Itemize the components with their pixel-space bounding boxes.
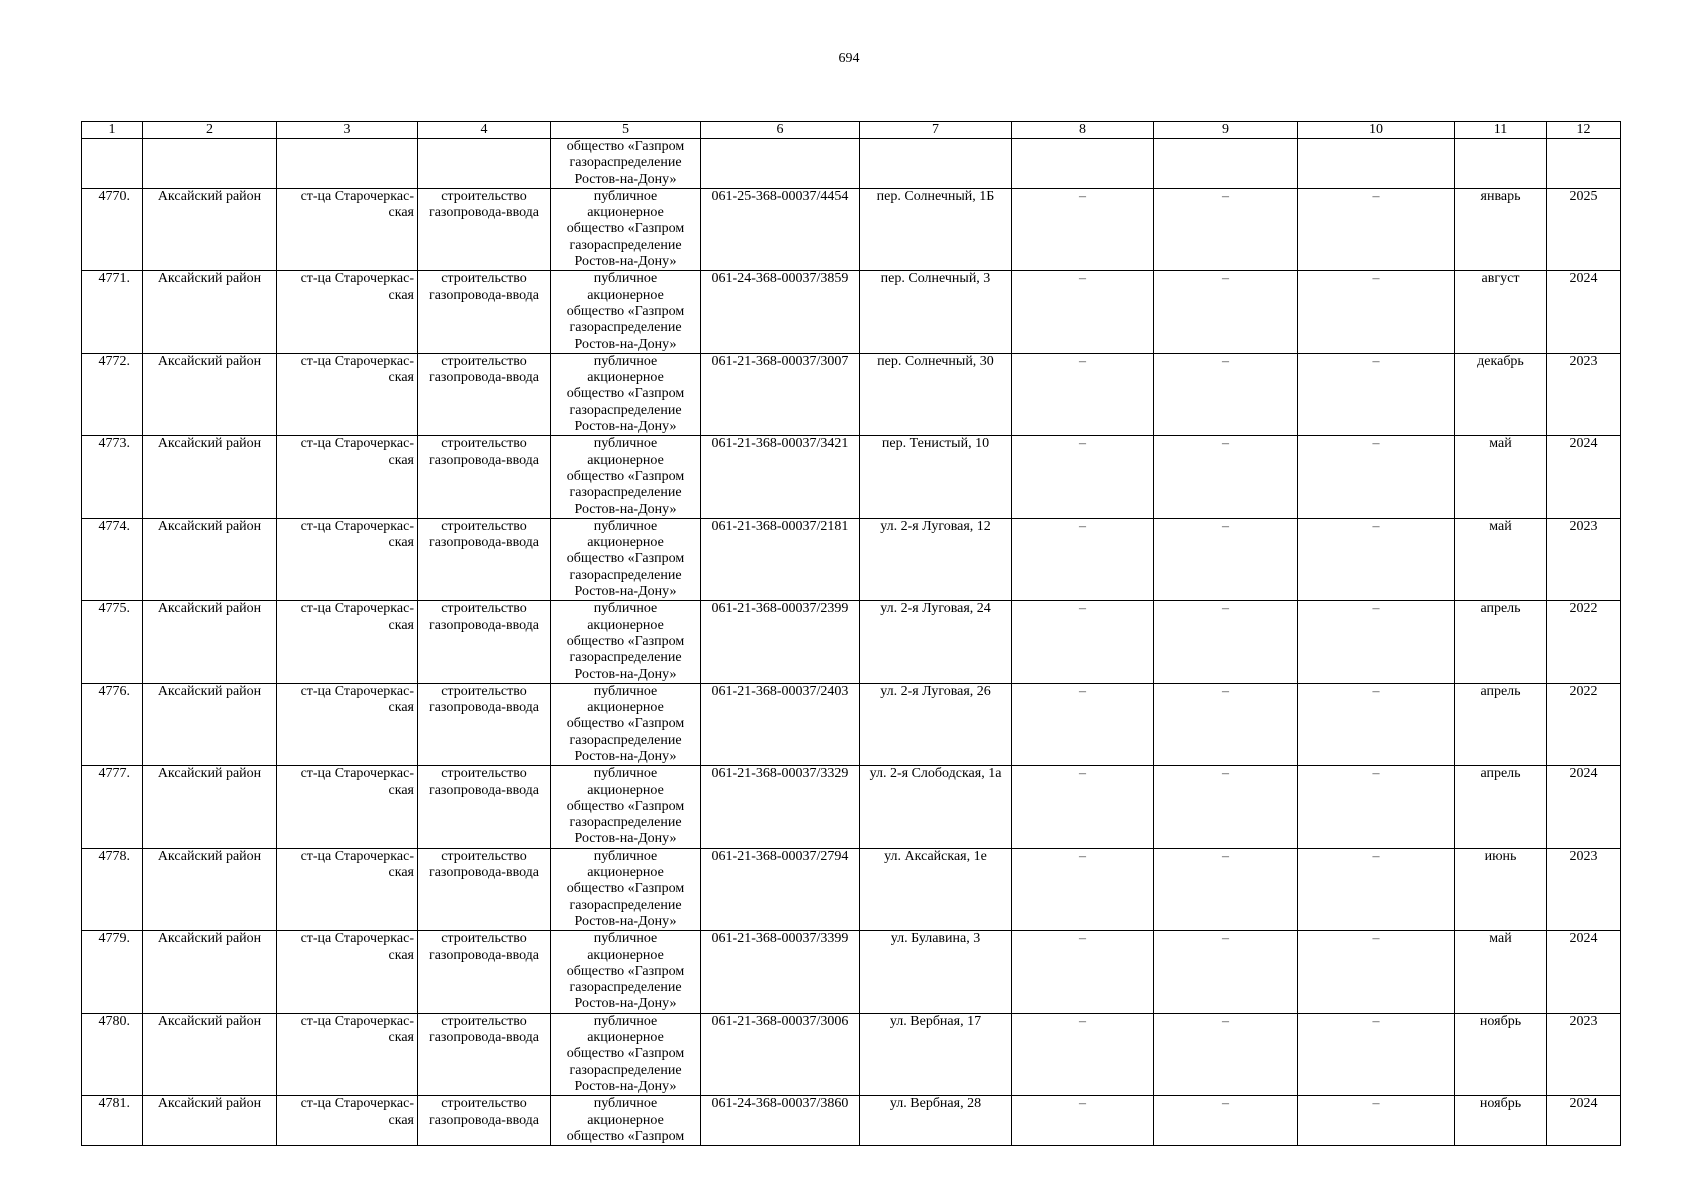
settlement-cell <box>277 683 418 765</box>
row-number: 4770. <box>82 188 143 270</box>
cell <box>82 139 143 189</box>
row-number: 4773. <box>82 436 143 518</box>
address-cell: ул. 2-я Слободская, 1а <box>860 766 1012 848</box>
work-type-line: газопровода-ввода <box>428 865 540 881</box>
owner-cell <box>551 931 701 1013</box>
owner-line: газораспределение <box>569 485 682 501</box>
owner-line: акционерное <box>587 782 664 798</box>
owner-line: акционерное <box>587 452 664 468</box>
district-cell: Аксайский район <box>143 271 277 353</box>
owner-line: газораспределение <box>569 155 682 171</box>
col10-cell: – <box>1298 1013 1455 1095</box>
col8-cell: – <box>1012 271 1154 353</box>
owner-cell <box>551 683 701 765</box>
work-type-line: строительство <box>441 766 527 782</box>
settlement-line: ст-ца Старочеркас- <box>300 766 414 782</box>
col10-cell: – <box>1298 353 1455 435</box>
district-cell: Аксайский район <box>143 601 277 683</box>
owner-cell <box>551 271 701 353</box>
owner-line: Ростов-на-Дону» <box>574 336 677 352</box>
col9-cell: – <box>1154 931 1298 1013</box>
settlement-line: ская <box>388 535 414 551</box>
table-row <box>82 601 1621 683</box>
address-cell: ул. Аксайская, 1е <box>860 848 1012 930</box>
work-type-line: строительство <box>441 683 527 699</box>
district-cell: Аксайский район <box>143 766 277 848</box>
owner-line: акционерное <box>587 865 664 881</box>
col10-cell: – <box>1298 188 1455 270</box>
owner-cell <box>551 1013 701 1095</box>
month-cell: ноябрь <box>1455 1013 1547 1095</box>
work-type-cell <box>418 188 551 270</box>
settlement-line: ская <box>388 370 414 386</box>
settlement-line: ская <box>388 205 414 221</box>
permit-code-cell: 061-21-368-00037/2403 <box>701 683 860 765</box>
year-cell: 2023 <box>1547 518 1621 600</box>
owner-cell <box>551 139 701 189</box>
col9-cell: – <box>1154 518 1298 600</box>
owner-cell <box>551 848 701 930</box>
work-type-line: газопровода-ввода <box>428 452 540 468</box>
owner-line: акционерное <box>587 617 664 633</box>
work-type-line: строительство <box>441 353 527 369</box>
work-type-line: строительство <box>441 436 527 452</box>
work-type-line: строительство <box>441 271 527 287</box>
settlement-cell <box>277 518 418 600</box>
col10-cell: – <box>1298 1096 1455 1146</box>
settlement-line: ская <box>388 865 414 881</box>
owner-line: общество «Газпром <box>566 716 685 732</box>
work-type-line: строительство <box>441 848 527 864</box>
col10-cell: – <box>1298 931 1455 1013</box>
col10-cell: – <box>1298 271 1455 353</box>
owner-line: общество «Газпром <box>566 468 685 484</box>
col10-cell: – <box>1298 683 1455 765</box>
month-cell: май <box>1455 518 1547 600</box>
work-type-cell <box>418 1096 551 1146</box>
cell <box>277 139 418 189</box>
row-number: 4780. <box>82 1013 143 1095</box>
col-header: 8 <box>1012 122 1154 139</box>
work-type-cell <box>418 848 551 930</box>
district-cell: Аксайский район <box>143 931 277 1013</box>
owner-line: акционерное <box>587 947 664 963</box>
table-row <box>82 766 1621 848</box>
address-cell: ул. Вербная, 28 <box>860 1096 1012 1146</box>
work-type-cell <box>418 353 551 435</box>
col8-cell: – <box>1012 518 1154 600</box>
col9-cell: – <box>1154 601 1298 683</box>
table-row <box>82 1096 1621 1146</box>
table-row <box>82 931 1621 1013</box>
cell <box>143 139 277 189</box>
address-cell: ул. Вербная, 17 <box>860 1013 1012 1095</box>
owner-line: акционерное <box>587 370 664 386</box>
address-cell: ул. 2-я Луговая, 26 <box>860 683 1012 765</box>
owner-line: общество «Газпром <box>566 221 685 237</box>
col-header: 12 <box>1547 122 1621 139</box>
owner-line: акционерное <box>587 287 664 303</box>
settlement-line: ст-ца Старочеркас- <box>300 1013 414 1029</box>
col9-cell: – <box>1154 1013 1298 1095</box>
cell <box>1547 139 1621 189</box>
settlement-line: ст-ца Старочеркас- <box>300 1096 414 1112</box>
owner-line: газораспределение <box>569 732 682 748</box>
permit-code-cell: 061-21-368-00037/3329 <box>701 766 860 848</box>
row-number: 4776. <box>82 683 143 765</box>
col9-cell: – <box>1154 1096 1298 1146</box>
month-cell: май <box>1455 931 1547 1013</box>
owner-cell <box>551 1096 701 1146</box>
owner-line: газораспределение <box>569 980 682 996</box>
owner-line: газораспределение <box>569 567 682 583</box>
owner-line: акционерное <box>587 205 664 221</box>
row-number: 4775. <box>82 601 143 683</box>
settlement-line: ст-ца Старочеркас- <box>300 683 414 699</box>
owner-cell <box>551 188 701 270</box>
work-type-cell <box>418 766 551 848</box>
col8-cell: – <box>1012 848 1154 930</box>
row-number: 4771. <box>82 271 143 353</box>
owner-line: публичное <box>593 848 658 864</box>
settlement-line: ская <box>388 287 414 303</box>
col8-cell: – <box>1012 601 1154 683</box>
cell <box>860 139 1012 189</box>
col8-cell: – <box>1012 683 1154 765</box>
work-type-cell <box>418 683 551 765</box>
col-header: 3 <box>277 122 418 139</box>
work-type-line: газопровода-ввода <box>428 1112 540 1128</box>
settlement-line: ская <box>388 782 414 798</box>
owner-line: публичное <box>593 1096 658 1112</box>
address-cell: пер. Солнечный, 3 <box>860 271 1012 353</box>
owner-line: публичное <box>593 518 658 534</box>
work-type-line: газопровода-ввода <box>428 947 540 963</box>
month-cell: декабрь <box>1455 353 1547 435</box>
owner-line: Ростов-на-Дону» <box>574 1078 677 1094</box>
owner-line: публичное <box>593 271 658 287</box>
year-cell: 2024 <box>1547 436 1621 518</box>
col10-cell: – <box>1298 601 1455 683</box>
settlement-line: ст-ца Старочеркас- <box>300 271 414 287</box>
col-header: 2 <box>143 122 277 139</box>
work-type-line: строительство <box>441 601 527 617</box>
owner-line: публичное <box>593 353 658 369</box>
settlement-cell <box>277 1013 418 1095</box>
col-header: 7 <box>860 122 1012 139</box>
page-number: 694 <box>838 51 860 66</box>
owner-line: общество «Газпром <box>566 881 685 897</box>
month-cell: апрель <box>1455 683 1547 765</box>
permit-code-cell: 061-24-368-00037/3859 <box>701 271 860 353</box>
col9-cell: – <box>1154 766 1298 848</box>
col9-cell: – <box>1154 188 1298 270</box>
work-type-line: газопровода-ввода <box>428 287 540 303</box>
continuation-row <box>82 139 1621 189</box>
permit-code-cell: 061-21-368-00037/3421 <box>701 436 860 518</box>
col-header: 5 <box>551 122 701 139</box>
cell <box>1154 139 1298 189</box>
settlement-line: ская <box>388 1030 414 1046</box>
owner-line: Ростов-на-Дону» <box>574 501 677 517</box>
owner-line: публичное <box>593 601 658 617</box>
settlement-line: ская <box>388 617 414 633</box>
owner-line: Ростов-на-Дону» <box>574 666 677 682</box>
settlement-line: ская <box>388 700 414 716</box>
row-number: 4779. <box>82 931 143 1013</box>
owner-line: публичное <box>593 931 658 947</box>
settlement-cell <box>277 848 418 930</box>
permit-code-cell: 061-21-368-00037/3399 <box>701 931 860 1013</box>
col10-cell: – <box>1298 436 1455 518</box>
month-cell: май <box>1455 436 1547 518</box>
col-header: 10 <box>1298 122 1455 139</box>
settlement-line: ская <box>388 452 414 468</box>
owner-line: газораспределение <box>569 815 682 831</box>
table-row <box>82 683 1621 765</box>
settlement-cell <box>277 271 418 353</box>
owner-line: акционерное <box>587 535 664 551</box>
cell <box>1012 139 1154 189</box>
table-row <box>82 353 1621 435</box>
owner-line: общество «Газпром <box>566 798 685 814</box>
row-number: 4772. <box>82 353 143 435</box>
work-type-line: газопровода-ввода <box>428 205 540 221</box>
settlement-line: ст-ца Старочеркас- <box>300 436 414 452</box>
district-cell: Аксайский район <box>143 683 277 765</box>
col8-cell: – <box>1012 353 1154 435</box>
col9-cell: – <box>1154 848 1298 930</box>
work-type-line: строительство <box>441 1013 527 1029</box>
owner-line: газораспределение <box>569 897 682 913</box>
year-cell: 2024 <box>1547 766 1621 848</box>
work-type-line: строительство <box>441 188 527 204</box>
month-cell: июнь <box>1455 848 1547 930</box>
year-cell: 2023 <box>1547 353 1621 435</box>
owner-cell <box>551 436 701 518</box>
cell <box>701 139 860 189</box>
settlement-line: ст-ца Старочеркас- <box>300 518 414 534</box>
work-type-line: газопровода-ввода <box>428 370 540 386</box>
work-type-cell <box>418 271 551 353</box>
col8-cell: – <box>1012 1096 1154 1146</box>
table-row <box>82 518 1621 600</box>
settlement-cell <box>277 1096 418 1146</box>
work-type-cell <box>418 931 551 1013</box>
owner-line: газораспределение <box>569 650 682 666</box>
settlement-line: ст-ца Старочеркас- <box>300 188 414 204</box>
owner-cell <box>551 601 701 683</box>
settlement-line: ст-ца Старочеркас- <box>300 848 414 864</box>
permit-code-cell: 061-21-368-00037/2181 <box>701 518 860 600</box>
col-header: 6 <box>701 122 860 139</box>
work-type-line: строительство <box>441 518 527 534</box>
owner-line: Ростов-на-Дону» <box>574 748 677 764</box>
settlement-line: ст-ца Старочеркас- <box>300 601 414 617</box>
owner-line: общество «Газпром <box>566 386 685 402</box>
year-cell: 2022 <box>1547 683 1621 765</box>
address-cell: пер. Тенистый, 10 <box>860 436 1012 518</box>
permit-code-cell: 061-21-368-00037/2399 <box>701 601 860 683</box>
owner-line: публичное <box>593 766 658 782</box>
table-row <box>82 848 1621 930</box>
settlement-line: ст-ца Старочеркас- <box>300 931 414 947</box>
owner-line: Ростов-на-Дону» <box>574 913 677 929</box>
row-number: 4774. <box>82 518 143 600</box>
permit-code-cell: 061-25-368-00037/4454 <box>701 188 860 270</box>
col-header: 1 <box>82 122 143 139</box>
owner-line: газораспределение <box>569 1062 682 1078</box>
owner-line: публичное <box>593 436 658 452</box>
owner-line: акционерное <box>587 1112 664 1128</box>
work-type-line: газопровода-ввода <box>428 535 540 551</box>
owner-line: общество «Газпром <box>566 551 685 567</box>
owner-line: общество «Газпром <box>566 303 685 319</box>
owner-line: акционерное <box>587 1030 664 1046</box>
owner-line: общество «Газпром <box>566 139 685 154</box>
year-cell: 2024 <box>1547 1096 1621 1146</box>
col8-cell: – <box>1012 931 1154 1013</box>
col9-cell: – <box>1154 683 1298 765</box>
district-cell: Аксайский район <box>143 436 277 518</box>
work-type-cell <box>418 1013 551 1095</box>
settlement-cell <box>277 766 418 848</box>
address-cell: ул. 2-я Луговая, 12 <box>860 518 1012 600</box>
work-type-cell <box>418 436 551 518</box>
month-cell: апрель <box>1455 766 1547 848</box>
permit-code-cell: 061-24-368-00037/3860 <box>701 1096 860 1146</box>
col-header: 4 <box>418 122 551 139</box>
owner-line: Ростов-на-Дону» <box>574 254 677 270</box>
owner-line: общество «Газпром <box>566 1128 685 1144</box>
work-type-line: газопровода-ввода <box>428 1030 540 1046</box>
cell <box>1298 139 1455 189</box>
district-cell: Аксайский район <box>143 1096 277 1146</box>
col10-cell: – <box>1298 518 1455 600</box>
district-cell: Аксайский район <box>143 188 277 270</box>
table-row <box>82 436 1621 518</box>
owner-line: общество «Газпром <box>566 963 685 979</box>
year-cell: 2024 <box>1547 931 1621 1013</box>
month-cell: январь <box>1455 188 1547 270</box>
month-cell: август <box>1455 271 1547 353</box>
work-type-cell <box>418 518 551 600</box>
col10-cell: – <box>1298 848 1455 930</box>
address-cell: ул. 2-я Луговая, 24 <box>860 601 1012 683</box>
year-cell: 2023 <box>1547 1013 1621 1095</box>
cell <box>1455 139 1547 189</box>
settlement-cell <box>277 931 418 1013</box>
settlement-line: ская <box>388 1112 414 1128</box>
address-cell: ул. Булавина, 3 <box>860 931 1012 1013</box>
owner-line: газораспределение <box>569 320 682 336</box>
owner-line: газораспределение <box>569 237 682 253</box>
work-type-line: газопровода-ввода <box>428 782 540 798</box>
settlement-cell <box>277 353 418 435</box>
month-cell: апрель <box>1455 601 1547 683</box>
col8-cell: – <box>1012 1013 1154 1095</box>
district-cell: Аксайский район <box>143 518 277 600</box>
col9-cell: – <box>1154 436 1298 518</box>
district-cell: Аксайский район <box>143 353 277 435</box>
owner-line: публичное <box>593 1013 658 1029</box>
settlement-cell <box>277 436 418 518</box>
settlement-cell <box>277 601 418 683</box>
owner-line: общество «Газпром <box>566 633 685 649</box>
col9-cell: – <box>1154 353 1298 435</box>
col8-cell: – <box>1012 766 1154 848</box>
district-cell: Аксайский район <box>143 848 277 930</box>
owner-line: публичное <box>593 188 658 204</box>
year-cell: 2023 <box>1547 848 1621 930</box>
owner-line: общество «Газпром <box>566 1046 685 1062</box>
year-cell: 2025 <box>1547 188 1621 270</box>
cell <box>418 139 551 189</box>
owner-cell <box>551 766 701 848</box>
permit-code-cell: 061-21-368-00037/3007 <box>701 353 860 435</box>
address-cell: пер. Солнечный, 1Б <box>860 188 1012 270</box>
address-cell: пер. Солнечный, 30 <box>860 353 1012 435</box>
work-type-line: газопровода-ввода <box>428 700 540 716</box>
owner-cell <box>551 353 701 435</box>
col10-cell: – <box>1298 766 1455 848</box>
work-type-line: строительство <box>441 931 527 947</box>
settlement-line: ст-ца Старочеркас- <box>300 353 414 369</box>
row-number: 4781. <box>82 1096 143 1146</box>
owner-cell <box>551 518 701 600</box>
permit-code-cell: 061-21-368-00037/2794 <box>701 848 860 930</box>
register-table <box>81 121 1621 1146</box>
owner-line: Ростов-на-Дону» <box>574 831 677 847</box>
work-type-cell <box>418 601 551 683</box>
row-number: 4778. <box>82 848 143 930</box>
month-cell: ноябрь <box>1455 1096 1547 1146</box>
col8-cell: – <box>1012 188 1154 270</box>
permit-code-cell: 061-21-368-00037/3006 <box>701 1013 860 1095</box>
table-body <box>82 139 1621 1146</box>
header-row <box>82 122 1621 139</box>
col8-cell: – <box>1012 436 1154 518</box>
owner-line: акционерное <box>587 700 664 716</box>
row-number: 4777. <box>82 766 143 848</box>
col9-cell: – <box>1154 271 1298 353</box>
owner-line: публичное <box>593 683 658 699</box>
owner-line: газораспределение <box>569 402 682 418</box>
work-type-line: газопровода-ввода <box>428 617 540 633</box>
table-row <box>82 1013 1621 1095</box>
year-cell: 2024 <box>1547 271 1621 353</box>
table-row <box>82 271 1621 353</box>
col-header: 11 <box>1455 122 1547 139</box>
work-type-line: строительство <box>441 1096 527 1112</box>
table-row <box>82 188 1621 270</box>
settlement-cell <box>277 188 418 270</box>
owner-line: Ростов-на-Дону» <box>574 171 677 187</box>
owner-line: Ростов-на-Дону» <box>574 996 677 1012</box>
year-cell: 2022 <box>1547 601 1621 683</box>
col-header: 9 <box>1154 122 1298 139</box>
owner-line: Ростов-на-Дону» <box>574 419 677 435</box>
owner-line: Ростов-на-Дону» <box>574 584 677 600</box>
settlement-line: ская <box>388 947 414 963</box>
district-cell: Аксайский район <box>143 1013 277 1095</box>
